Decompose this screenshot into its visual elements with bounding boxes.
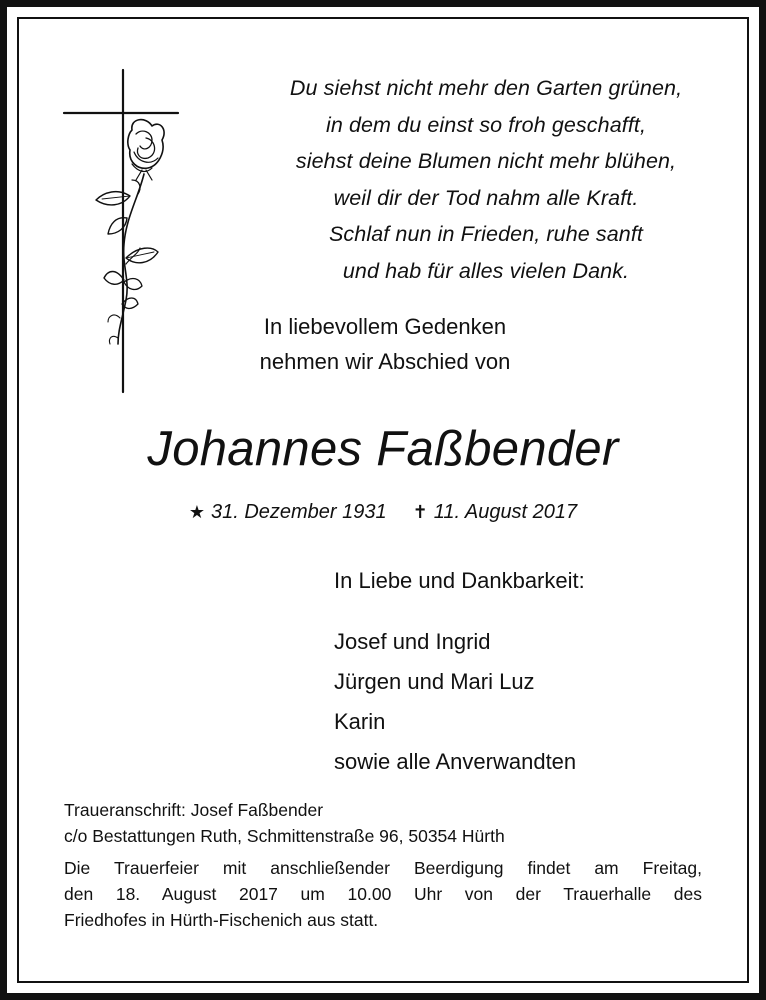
family-member: sowie alle Anverwandten xyxy=(334,749,577,774)
poem-verse xyxy=(236,70,736,289)
death-cross-icon: ✝ xyxy=(412,502,428,522)
notice-line: den 18. August 2017 um 10.00 Uhr von der Trauerhalle des xyxy=(64,884,702,904)
notice-line: Friedhofes in Hürth-Fischenich aus statt. xyxy=(64,910,379,930)
intro-text xyxy=(205,309,565,379)
address-line: Traueranschrift: Josef Faßbender xyxy=(64,800,324,820)
family-member: Karin xyxy=(334,709,386,734)
intro-line: nehmen wir Abschied von xyxy=(259,349,511,374)
cross-with-rose-icon xyxy=(60,68,185,398)
mourning-address xyxy=(64,797,505,849)
thanks-heading: In Liebe und Dankbarkeit: xyxy=(334,568,585,593)
address-line: c/o Bestattungen Ruth, Schmittenstraße 96, 50354 Hürth xyxy=(64,826,505,846)
intro-line: In liebevollem Gedenken xyxy=(263,314,507,339)
deceased-name: Johannes Faßbender xyxy=(147,422,619,476)
poem-line: in dem du einst so froh geschafft, xyxy=(325,112,647,137)
birth-date: 31. Dezember 1931 xyxy=(210,501,387,523)
death-date: 11. August 2017 xyxy=(433,501,578,523)
family-member: Josef und Ingrid xyxy=(334,629,491,654)
notice-line: Die Trauerfeier mit anschließender Beerdigung findet am Freitag, xyxy=(64,858,702,878)
poem-line: weil dir der Tod nahm alle Kraft. xyxy=(333,185,639,210)
poem-line: Du siehst nicht mehr den Garten grünen, xyxy=(289,76,683,100)
family-member: Jürgen und Mari Luz xyxy=(334,669,535,694)
life-dates xyxy=(0,497,766,527)
poem-line: Schlaf nun in Frieden, ruhe sanft xyxy=(328,222,644,246)
family-list xyxy=(334,622,576,782)
poem-line: und hab für alles vielen Dank. xyxy=(342,258,630,283)
funeral-notice xyxy=(64,855,702,933)
birth-star-icon: ★ xyxy=(188,502,205,522)
poem-line: siehst deine Blumen nicht mehr blühen, xyxy=(295,149,677,173)
